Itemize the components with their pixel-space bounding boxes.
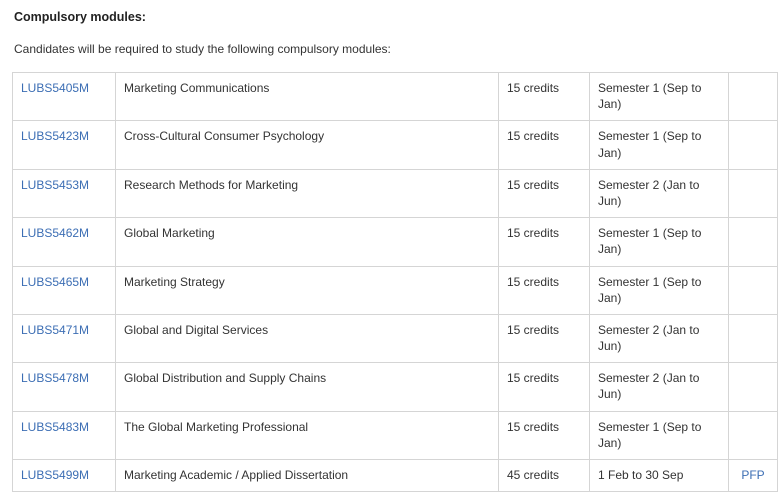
module-semester-cell: Semester 1 (Sep to Jan) — [590, 121, 729, 169]
module-title-cell: Cross-Cultural Consumer Psychology — [116, 121, 499, 169]
module-title-cell: Research Methods for Marketing — [116, 169, 499, 217]
module-code-cell — [13, 169, 116, 217]
module-flag-cell — [729, 73, 778, 121]
module-flag-cell — [729, 363, 778, 411]
page-title: Compulsory modules: — [14, 10, 146, 24]
module-semester-cell: Semester 1 (Sep to Jan) — [590, 73, 729, 121]
module-code-cell — [13, 121, 116, 169]
module-title-cell: Global Marketing — [116, 218, 499, 266]
module-flag-cell — [729, 314, 778, 362]
module-code-link[interactable]: LUBS5423M — [21, 129, 90, 144]
module-credits-cell: 15 credits — [499, 266, 590, 314]
module-flag-cell — [729, 169, 778, 217]
module-code-link[interactable]: LUBS5483M — [21, 419, 90, 434]
module-credits-cell: 15 credits — [499, 363, 590, 411]
module-code-link[interactable]: LUBS5453M — [21, 177, 90, 192]
module-credits-cell: 15 credits — [499, 411, 590, 459]
table-row — [13, 314, 778, 362]
module-semester-cell: 1 Feb to 30 Sep — [590, 460, 729, 492]
table-row — [13, 73, 778, 121]
module-semester-cell: Semester 2 (Jan to Jun) — [590, 169, 729, 217]
module-semester-cell: Semester 2 (Jan to Jun) — [590, 314, 729, 362]
module-flag-cell — [729, 121, 778, 169]
module-title-cell: The Global Marketing Professional — [116, 411, 499, 459]
table-body — [13, 73, 778, 492]
module-flag-cell — [729, 218, 778, 266]
module-flag-cell — [729, 411, 778, 459]
table-row — [13, 363, 778, 411]
module-code-link[interactable]: LUBS5478M — [21, 371, 90, 386]
module-code-cell — [13, 411, 116, 459]
module-code-link[interactable]: LUBS5405M — [21, 81, 90, 95]
module-title-cell: Global and Digital Services — [116, 314, 499, 362]
table-row — [13, 121, 778, 169]
module-credits-cell: 45 credits — [499, 460, 590, 492]
module-semester-cell: Semester 1 (Sep to Jan) — [590, 218, 729, 266]
module-code-cell — [13, 266, 116, 314]
table-row — [13, 218, 778, 266]
table-row — [13, 266, 778, 314]
module-semester-cell: Semester 1 (Sep to Jan) — [590, 411, 729, 459]
module-credits-cell: 15 credits — [499, 169, 590, 217]
module-credits-cell: 15 credits — [499, 121, 590, 169]
module-code-link[interactable]: LUBS5465M — [21, 274, 90, 289]
module-flag-link[interactable]: PFP — [741, 468, 765, 482]
module-semester-cell: Semester 1 (Sep to Jan) — [590, 266, 729, 314]
module-code-link[interactable]: LUBS5471M — [21, 322, 90, 337]
module-code-cell — [13, 363, 116, 411]
module-title-cell: Marketing Communications — [116, 73, 499, 121]
module-title-cell: Marketing Strategy — [116, 266, 499, 314]
intro-paragraph: Candidates will be required to study the following compulsory modules: — [14, 42, 391, 56]
module-code-cell — [13, 218, 116, 266]
module-code-cell — [13, 460, 116, 492]
module-semester-cell: Semester 2 (Jan to Jun) — [590, 363, 729, 411]
module-title-cell: Marketing Academic / Applied Dissertation — [116, 460, 499, 492]
module-flag-cell — [729, 460, 778, 492]
module-code-link[interactable]: LUBS5462M — [21, 226, 90, 241]
module-flag-cell — [729, 266, 778, 314]
module-code-cell — [13, 314, 116, 362]
table-row — [13, 411, 778, 459]
module-credits-cell: 15 credits — [499, 314, 590, 362]
module-credits-cell: 15 credits — [499, 73, 590, 121]
compulsory-modules-table — [12, 72, 778, 492]
table-row — [13, 169, 778, 217]
module-code-link[interactable]: LUBS5499M — [21, 468, 90, 482]
module-code-cell — [13, 73, 116, 121]
module-credits-cell: 15 credits — [499, 218, 590, 266]
module-title-cell: Global Distribution and Supply Chains — [116, 363, 499, 411]
table-row — [13, 460, 778, 492]
